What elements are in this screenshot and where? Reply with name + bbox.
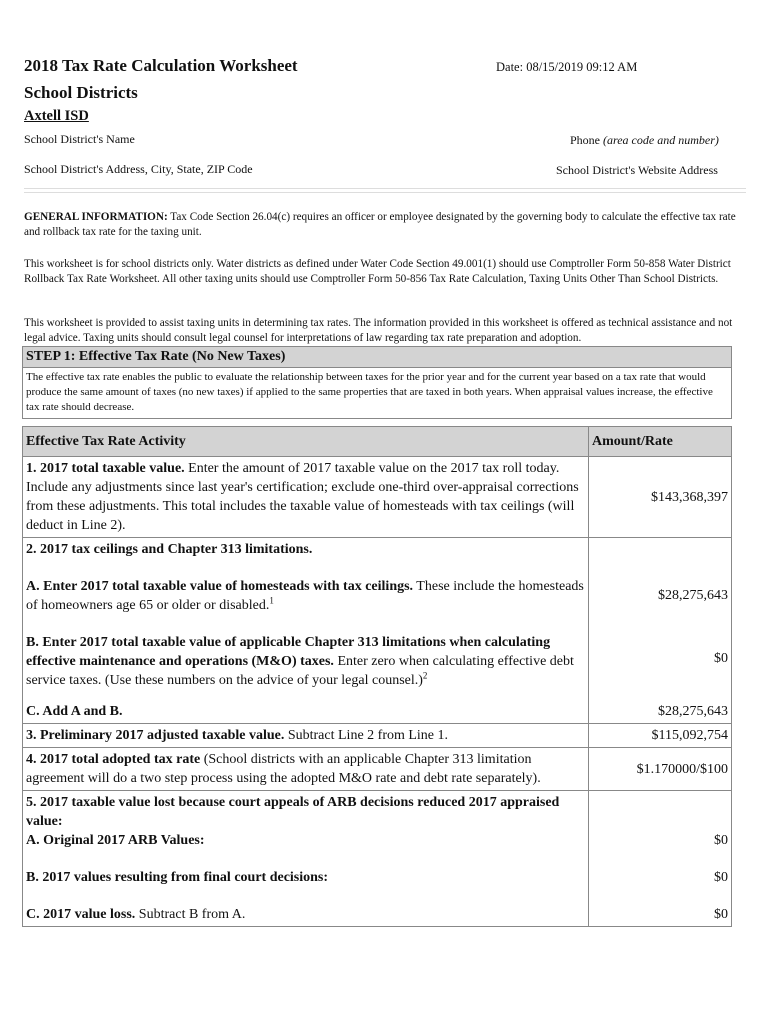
line1-cell <box>23 457 589 538</box>
table-row <box>23 748 732 791</box>
line2a-text: These include the homesteads of homeowners age 65 or older or disabled. <box>26 579 584 613</box>
spacer <box>26 559 585 577</box>
divider <box>24 188 746 189</box>
line5b-amount: $0 <box>714 870 728 885</box>
line2b <box>26 633 585 690</box>
line5c-text: Subtract B from A. <box>135 907 246 922</box>
line3-label: 3. Preliminary 2017 adjusted taxable value. <box>26 728 285 743</box>
step1-section <box>22 346 732 419</box>
phone-label-note: (area code and number) <box>603 133 719 147</box>
column-header-activity: Effective Tax Rate Activity <box>23 427 589 457</box>
line4-text: (School districts with an applicable Chapter 313 limitation agreement will do a two step process using the adopted M&O rate and debt rate separately). <box>26 752 541 786</box>
phone-label-main: Phone <box>570 133 600 147</box>
line4-label: 4. 2017 total adopted tax rate <box>26 752 201 767</box>
line4-amount: $1.170000/$100 <box>589 748 732 791</box>
line2-label: 2. 2017 tax ceilings and Chapter 313 limitations. <box>26 542 313 557</box>
line2b-amount: $0 <box>714 651 728 666</box>
line5b-label: B. 2017 values resulting from final court decisions: <box>26 870 329 885</box>
line2a <box>26 577 585 615</box>
line2-cell <box>23 538 589 724</box>
column-header-amount: Amount/Rate <box>589 427 732 457</box>
line2-amounts <box>589 538 732 724</box>
line3-amount: $115,092,754 <box>589 724 732 748</box>
step1-description: The effective tax rate enables the public to evaluate the relationship between taxes for the prior year and for the current year based on a tax rate that would produce the same amount of taxes (no new taxes) if applied to the same properties that are taxed in both years. When appraisal values increase, the effective tax rate should decrease. <box>26 371 713 413</box>
line5a-amount: $0 <box>714 833 728 848</box>
line3-text: Subtract Line 2 from Line 1. <box>284 728 449 743</box>
spacer <box>26 690 585 702</box>
worksheet-subtitle: School Districts <box>24 83 138 102</box>
line2c-amount: $28,275,643 <box>658 704 728 719</box>
line1-text: Enter the amount of 2017 taxable value on the 2017 tax roll today. Include any adjustments since last year's certification; exclude one-third over-appraisal corrections from these adjustments. This total includes the taxable value of homesteads with tax ceilings (will deduct in Line 2). <box>26 461 579 533</box>
line5c <box>26 905 585 924</box>
line5c-amount: $0 <box>714 907 728 922</box>
line2c-label: C. Add A and B. <box>26 704 123 719</box>
line5c-label: C. 2017 value loss. <box>26 907 136 922</box>
table-row <box>23 538 732 724</box>
line3-cell <box>23 724 589 748</box>
divider <box>24 192 746 193</box>
step1-title: STEP 1: Effective Tax Rate (No New Taxes) <box>23 347 731 368</box>
spacer <box>26 887 585 905</box>
worksheet-date: Date: 08/15/2019 09:12 AM <box>496 60 638 74</box>
phone-label <box>570 133 719 148</box>
footnote-2: 2 <box>422 670 428 681</box>
table-row <box>23 791 732 927</box>
table-header-row <box>23 427 732 457</box>
general-information-label: GENERAL INFORMATION: <box>24 211 168 223</box>
website-label: School District's Website Address <box>556 163 718 177</box>
assistance-note: This worksheet is provided to assist taxing units in determining tax rates. The information provided in this worksheet is offered as technical assistance and not legal advice. Taxing units should consult legal counsel for interpretations of law regarding tax rate preparation and adoption. <box>24 317 733 344</box>
table-row <box>23 724 732 748</box>
general-information <box>24 210 748 240</box>
district-name: Axtell ISD <box>24 108 89 124</box>
spacer <box>26 615 585 633</box>
address-label: School District's Address, City, State, ZIP Code <box>24 162 253 176</box>
line2b-label: B. Enter 2017 total taxable value of applicable Chapter 313 limitations when calculating effective maintenance and operations (M&O) taxes. <box>26 635 551 669</box>
line2b-text: Enter zero when calculating effective debt service taxes. (Use these numbers on the advice of your legal counsel.) <box>26 654 574 688</box>
worksheet-title: 2018 Tax Rate Calculation Worksheet <box>24 56 298 75</box>
tax-rate-table <box>22 426 732 927</box>
spacer <box>26 850 585 868</box>
line1-amount: $143,368,397 <box>589 457 732 538</box>
line5-label: 5. 2017 taxable value lost because court appeals of ARB decisions reduced 2017 appraised value: <box>26 795 560 829</box>
line4-cell <box>23 748 589 791</box>
general-information-text: Tax Code Section 26.04(c) requires an officer or employee designated by the governing body to calculate the effective tax rate and rollback tax rate for the taxing unit. <box>24 211 736 238</box>
line5-amounts <box>589 791 732 927</box>
footnote-1: 1 <box>269 595 274 606</box>
line1-label: 1. 2017 total taxable value. <box>26 461 185 476</box>
line2a-amount: $28,275,643 <box>658 588 728 603</box>
district-name-label: School District's Name <box>24 132 135 146</box>
table-row <box>23 457 732 538</box>
line5a-label: A. Original 2017 ARB Values: <box>26 833 205 848</box>
school-districts-note: This worksheet is for school districts only. Water districts as defined under Water Code Section 49.001(1) should use Comptroller Form 50-858 Water District Rollback Tax Rate Worksheet. All other taxing units should use Comptroller Form 50-856 Tax Rate Calculation, Taxing Units Other Than School Districts. <box>24 258 731 285</box>
line2a-label: A. Enter 2017 total taxable value of homesteads with tax ceilings. <box>26 579 414 594</box>
line5-cell <box>23 791 589 927</box>
